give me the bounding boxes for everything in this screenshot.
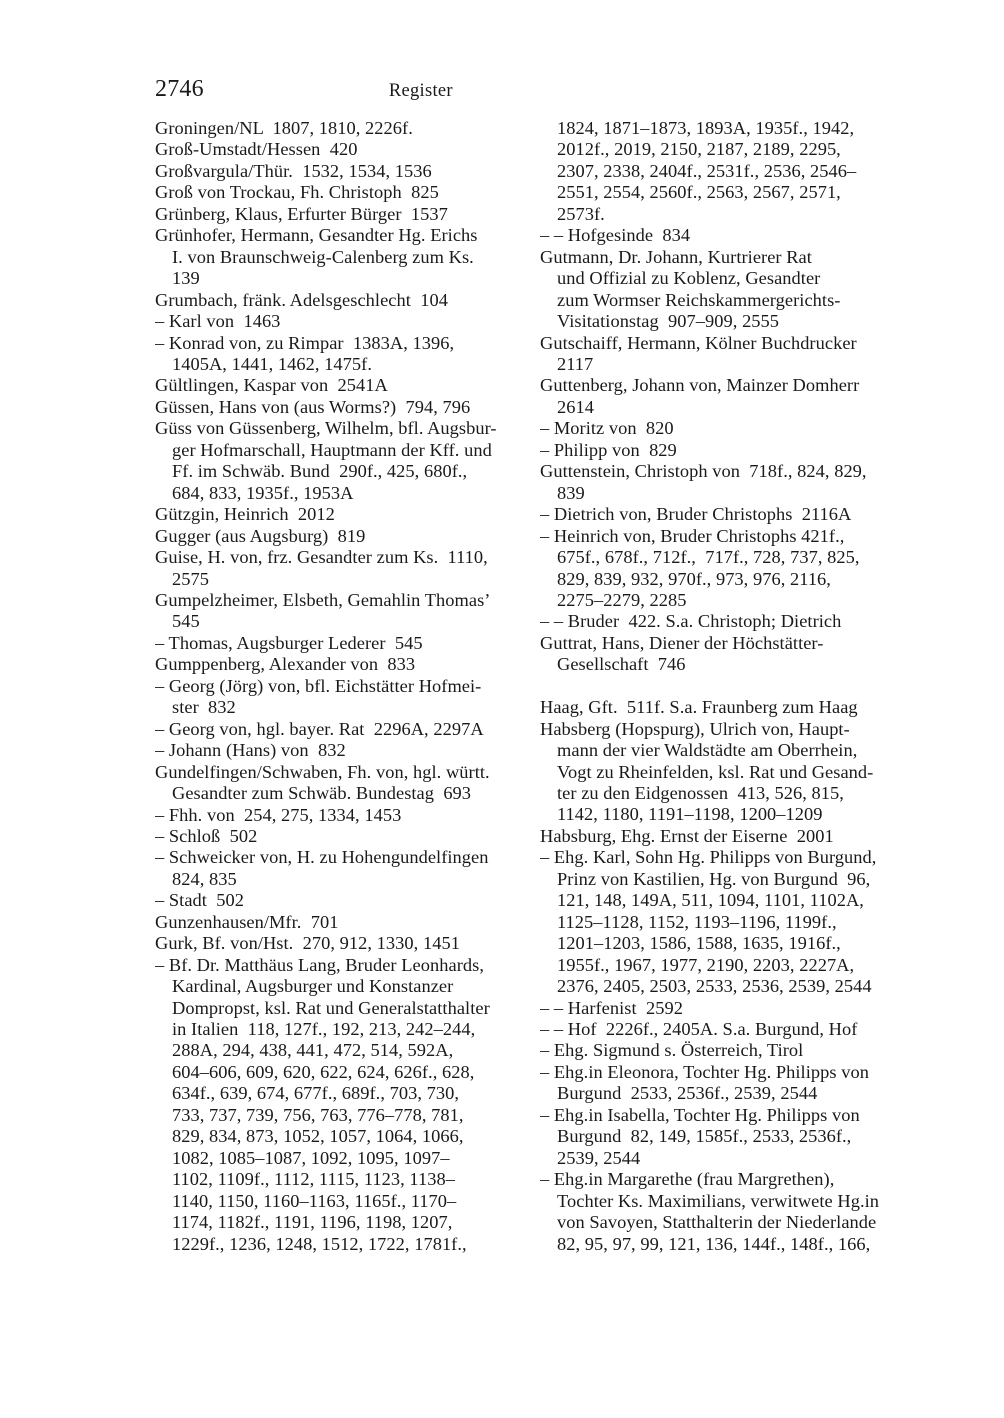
- index-entry: [540, 440, 912, 461]
- index-entry: [540, 998, 912, 1019]
- entry-line: 2117: [557, 353, 594, 374]
- entry-line: – – Hofgesinde 834: [540, 225, 691, 246]
- index-entry: [155, 375, 527, 396]
- index-entry: [540, 418, 912, 439]
- entry-line: 824, 835: [172, 868, 237, 889]
- entry-line: ter zu den Eidgenossen 413, 526, 815,: [557, 783, 844, 804]
- entry-line: 545: [172, 611, 200, 632]
- index-entry: [155, 955, 527, 1255]
- entry-line: 1102, 1109f., 1112, 1115, 1123, 1138–: [172, 1169, 455, 1190]
- entry-line: Kardinal, Augsburger und Konstanzer: [172, 976, 454, 997]
- index-entry: [155, 805, 527, 826]
- entry-line: Gültlingen, Kaspar von 2541A: [155, 375, 388, 396]
- index-entry: [155, 204, 527, 225]
- entry-line: – Thomas, Augsburger Lederer 545: [155, 632, 423, 653]
- entry-line: 1174, 1182f., 1191, 1196, 1198, 1207,: [172, 1212, 453, 1233]
- entry-line: – Fhh. von 254, 275, 1334, 1453: [155, 804, 402, 825]
- index-entry: [540, 225, 912, 246]
- index-entry: [540, 526, 912, 612]
- entry-line: Gumppenberg, Alexander von 833: [155, 654, 416, 675]
- index-entry: [155, 225, 527, 289]
- entry-line: Visitationstag 907–909, 2555: [557, 311, 780, 332]
- entry-line: Burgund 82, 149, 1585f., 2533, 2536f.,: [557, 1126, 852, 1147]
- entry-line: 2573f.: [557, 203, 605, 224]
- entry-line: Gesandter zum Schwäb. Bundestag 693: [172, 783, 472, 804]
- entry-line: Großvargula/Thür. 1532, 1534, 1536: [155, 160, 432, 181]
- index-entry: [155, 590, 527, 633]
- entry-line: Guttrat, Hans, Diener der Höchstätter-: [540, 632, 824, 653]
- entry-line: Burgund 2533, 2536f., 2539, 2544: [557, 1083, 818, 1104]
- entry-line: ster 832: [172, 697, 236, 718]
- entry-line: – Schweicker von, H. zu Hohengundelfingen: [155, 847, 489, 868]
- index-entry: [540, 847, 912, 997]
- entry-line: Grumbach, fränk. Adelsgeschlecht 104: [155, 289, 448, 310]
- entry-line: Gutmann, Dr. Johann, Kurtrierer Rat: [540, 246, 812, 267]
- entry-line: Gumpelzheimer, Elsbeth, Gemahlin Thomas’: [155, 589, 491, 610]
- index-entry: [540, 375, 912, 418]
- entry-line: Prinz von Kastilien, Hg. von Burgund 96,: [557, 868, 871, 889]
- entry-line: 839: [557, 482, 585, 503]
- index-entry: [155, 397, 527, 418]
- index-entry: [540, 697, 912, 718]
- index-entry: [155, 826, 527, 847]
- entry-line: 1229f., 1236, 1248, 1512, 1722, 1781f.,: [172, 1233, 467, 1254]
- entry-line: – Bf. Dr. Matthäus Lang, Bruder Leonhards,: [155, 954, 484, 975]
- entry-line: Guttenberg, Johann von, Mainzer Domherr: [540, 375, 860, 396]
- entry-line: – Moritz von 820: [540, 418, 674, 439]
- entry-line: 2376, 2405, 2503, 2533, 2536, 2539, 2544: [557, 976, 872, 997]
- index-entry: [540, 611, 912, 632]
- entry-line: 1082, 1085–1087, 1092, 1095, 1097–: [172, 1147, 450, 1168]
- entry-line: 288A, 294, 438, 441, 472, 514, 592A,: [172, 1040, 454, 1061]
- index-entry: [155, 182, 527, 203]
- index-entry: [155, 311, 527, 332]
- index-entry: [540, 719, 912, 826]
- entry-line: Gesellschaft 746: [557, 654, 686, 675]
- index-entry: [540, 1062, 912, 1105]
- entry-line: Habsberg (Hopspurg), Ulrich von, Haupt-: [540, 718, 850, 739]
- entry-line: 2575: [172, 568, 209, 589]
- entry-line: 634f., 639, 674, 677f., 689f., 703, 730,: [172, 1083, 460, 1104]
- entry-line: Groß-Umstadt/Hessen 420: [155, 139, 358, 160]
- entry-line: 1201–1203, 1586, 1588, 1635, 1916f.,: [557, 933, 841, 954]
- index-entry: [155, 418, 527, 504]
- entry-line: Güss von Güssenberg, Wilhelm, bfl. Augsbur-: [155, 418, 497, 439]
- index-entry: [155, 719, 527, 740]
- index-entry: [155, 161, 527, 182]
- entry-line: 1405A, 1441, 1462, 1475f.: [172, 353, 372, 374]
- index-column-left: [155, 118, 527, 1278]
- index-entry: [155, 290, 527, 311]
- index-entry: [540, 826, 912, 847]
- entry-line: mann der vier Waldstädte am Oberrhein,: [557, 740, 858, 761]
- index-entry: [155, 912, 527, 933]
- index-entry: [540, 1105, 912, 1169]
- index-entry: [540, 1040, 912, 1061]
- index-entry: [540, 247, 912, 333]
- entry-line: – Heinrich von, Bruder Christophs 421f.,: [540, 525, 845, 546]
- entry-line: Vogt zu Rheinfelden, ksl. Rat und Gesand-: [557, 761, 874, 782]
- entry-line: – – Bruder 422. S.a. Christoph; Dietrich: [540, 611, 842, 632]
- page-number: 2746: [155, 76, 204, 102]
- entry-line: – Stadt 502: [155, 890, 244, 911]
- entry-line: Haag, Gft. 511f. S.a. Fraunberg zum Haag: [540, 697, 858, 718]
- entry-line: – Ehg.in Eleonora, Tochter Hg. Philipps von: [540, 1061, 869, 1082]
- entry-line: von Savoyen, Statthalterin der Niederlande: [557, 1212, 877, 1233]
- entry-line: – Ehg.in Isabella, Tochter Hg. Philipps von: [540, 1104, 860, 1125]
- entry-line: und Offizial zu Koblenz, Gesandter: [557, 268, 821, 289]
- entry-line: 2551, 2554, 2560f., 2563, 2567, 2571,: [557, 182, 841, 203]
- index-entry: [540, 118, 912, 225]
- entry-line: Tochter Ks. Maximilians, verwitwete Hg.in: [557, 1190, 880, 1211]
- entry-line: Gunzenhausen/Mfr. 701: [155, 911, 339, 932]
- index-entry: [155, 890, 527, 911]
- entry-line: Guise, H. von, frz. Gesandter zum Ks. 1110,: [155, 547, 488, 568]
- index-entry: [540, 461, 912, 504]
- entry-line: Gützgin, Heinrich 2012: [155, 504, 335, 525]
- entry-line: zum Wormser Reichskammergerichts-: [557, 289, 841, 310]
- entry-line: 2275–2279, 2285: [557, 589, 687, 610]
- index-columns: [0, 118, 1004, 1278]
- entry-line: Gugger (aus Augsburg) 819: [155, 525, 366, 546]
- entry-line: Groß von Trockau, Fh. Christoph 825: [155, 182, 439, 203]
- entry-line: – Ehg. Sigmund s. Österreich, Tirol: [540, 1040, 804, 1061]
- entry-line: I. von Braunschweig-Calenberg zum Ks.: [172, 246, 474, 267]
- entry-line: – Schloß 502: [155, 825, 258, 846]
- running-head: [155, 76, 865, 102]
- index-entry: [155, 526, 527, 547]
- section-separator: [540, 676, 912, 697]
- entry-line: – Ehg. Karl, Sohn Hg. Philipps von Burgund,: [540, 847, 877, 868]
- entry-line: – – Hof 2226f., 2405A. S.a. Burgund, Hof: [540, 1019, 858, 1040]
- entry-line: 829, 839, 932, 970f., 973, 976, 2116,: [557, 568, 831, 589]
- entry-line: ger Hofmarschall, Hauptmann der Kff. und: [172, 439, 492, 460]
- entry-line: – Konrad von, zu Rimpar 1383A, 1396,: [155, 332, 455, 353]
- entry-line: – Karl von 1463: [155, 311, 281, 332]
- entry-line: Gutschaiff, Hermann, Kölner Buchdrucker: [540, 332, 857, 353]
- entry-line: 1955f., 1967, 1977, 2190, 2203, 2227A,: [557, 954, 855, 975]
- entry-line: – Dietrich von, Bruder Christophs 2116A: [540, 504, 852, 525]
- entry-line: Güssen, Hans von (aus Worms?) 794, 796: [155, 396, 471, 417]
- index-entry: [155, 847, 527, 890]
- entry-line: Habsburg, Ehg. Ernst der Eiserne 2001: [540, 825, 834, 846]
- entry-line: 1824, 1871–1873, 1893A, 1935f., 1942,: [557, 118, 855, 138]
- entry-line: Gurk, Bf. von/Hst. 270, 912, 1330, 1451: [155, 933, 460, 954]
- entry-line: 675f., 678f., 712f., 717f., 728, 737, 825,: [557, 547, 860, 568]
- index-entry: [155, 333, 527, 376]
- entry-line: 1140, 1150, 1160–1163, 1165f., 1170–: [172, 1190, 457, 1211]
- entry-line: – – Harfenist 2592: [540, 997, 683, 1018]
- index-entry: [155, 933, 527, 954]
- index-entry: [155, 547, 527, 590]
- entry-line: 684, 833, 1935f., 1953A: [172, 482, 354, 503]
- index-column-right: [540, 118, 912, 1278]
- index-entry: [155, 740, 527, 761]
- entry-line: – Ehg.in Margarethe (frau Margrethen),: [540, 1169, 835, 1190]
- index-entry: [540, 333, 912, 376]
- index-entry: [155, 633, 527, 654]
- index-entry: [155, 504, 527, 525]
- index-entry: [155, 654, 527, 675]
- entry-line: Grünhofer, Hermann, Gesandter Hg. Erichs: [155, 225, 478, 246]
- entry-line: 829, 834, 873, 1052, 1057, 1064, 1066,: [172, 1126, 464, 1147]
- index-entry: [540, 1169, 912, 1255]
- entry-line: Groningen/NL 1807, 1810, 2226f.: [155, 118, 413, 138]
- entry-line: 1142, 1180, 1191–1198, 1200–1209: [557, 804, 823, 825]
- running-head-title: Register: [388, 81, 453, 101]
- entry-line: 139: [172, 268, 200, 289]
- entry-line: Guttenstein, Christoph von 718f., 824, 829,: [540, 461, 867, 482]
- entry-line: 82, 95, 97, 99, 121, 136, 144f., 148f., 166,: [557, 1233, 871, 1254]
- entry-line: Grünberg, Klaus, Erfurter Bürger 1537: [155, 203, 448, 224]
- entry-line: – Georg von, hgl. bayer. Rat 2296A, 2297A: [155, 718, 484, 739]
- entry-line: – Georg (Jörg) von, bfl. Eichstätter Hofmei-: [155, 675, 482, 696]
- index-entry: [155, 139, 527, 160]
- entry-line: 2307, 2338, 2404f., 2531f., 2536, 2546–: [557, 160, 857, 181]
- entry-line: 121, 148, 149A, 511, 1094, 1101, 1102A,: [557, 890, 864, 911]
- index-entry: [540, 1019, 912, 1040]
- entry-line: – Philipp von 829: [540, 439, 677, 460]
- entry-line: 604–606, 609, 620, 622, 624, 626f., 628,: [172, 1061, 475, 1082]
- entry-line: 2539, 2544: [557, 1147, 641, 1168]
- entry-line: 2614: [557, 396, 594, 417]
- entry-line: – Johann (Hans) von 832: [155, 740, 346, 761]
- entry-line: Dompropst, ksl. Rat und Generalstatthalter: [172, 997, 490, 1018]
- entry-line: 2012f., 2019, 2150, 2187, 2189, 2295,: [557, 139, 841, 160]
- entry-line: 733, 737, 739, 756, 763, 776–778, 781,: [172, 1104, 464, 1125]
- entry-line: Gundelfingen/Schwaben, Fh. von, hgl. württ.: [155, 761, 490, 782]
- index-entry: [155, 676, 527, 719]
- entry-line: in Italien 118, 127f., 192, 213, 242–244,: [172, 1019, 476, 1040]
- index-entry: [155, 762, 527, 805]
- entry-line: 1125–1128, 1152, 1193–1196, 1199f.,: [557, 911, 837, 932]
- index-entry: [540, 504, 912, 525]
- index-entry: [540, 633, 912, 676]
- index-entry: [155, 118, 527, 139]
- entry-line: Ff. im Schwäb. Bund 290f., 425, 680f.,: [172, 461, 468, 482]
